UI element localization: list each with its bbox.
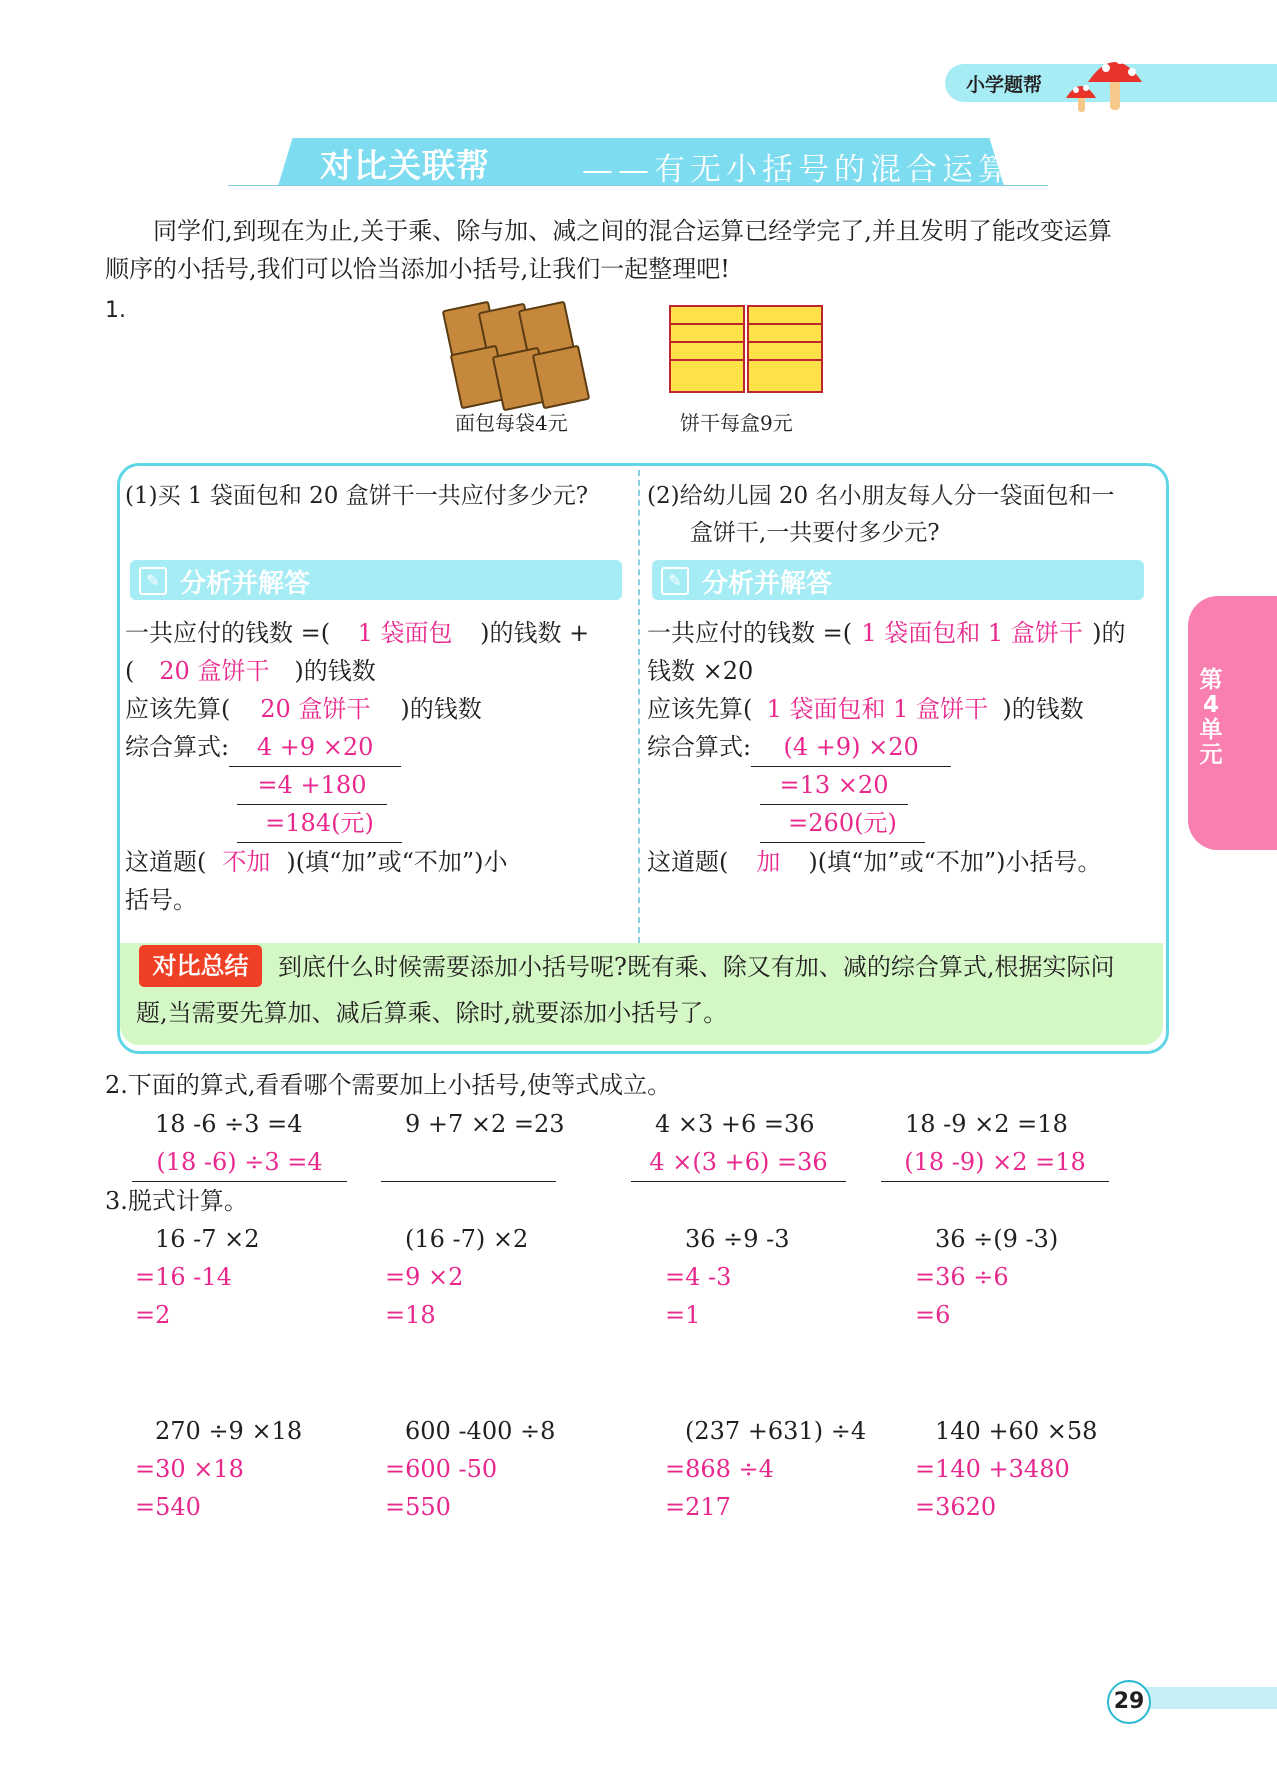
q3-step: =1 — [665, 1301, 701, 1329]
q3-step: =16 -14 — [135, 1263, 232, 1291]
q2-answer[interactable]: 4 ×(3 +6) =36 — [631, 1143, 846, 1182]
q3-step: =4 -3 — [665, 1263, 732, 1291]
left-step-2: =184(元) — [237, 804, 402, 843]
bread-caption: 面包每袋4元 — [455, 411, 568, 435]
q1-left-question: (1)买 1 袋面包和 20 盒饼干一共应付多少元? — [125, 483, 589, 509]
left-line-2: ( 20 盒饼干 )的钱数 — [125, 652, 376, 690]
answer-blank[interactable]: 不加 — [222, 848, 271, 876]
q2-answer[interactable]: (18 -9) ×2 =18 — [881, 1143, 1109, 1182]
q3-expr: 36 ÷9 -3 — [685, 1225, 790, 1253]
page-number: 29 — [1107, 1680, 1151, 1724]
right-line-2: 钱数 ×20 — [647, 657, 754, 685]
q2-expr: 18 -6 ÷3 =4 — [155, 1110, 303, 1138]
title-main: 对比关联帮 — [320, 146, 490, 185]
q3-prompt: 3.脱式计算。 — [105, 1187, 248, 1215]
q2-expr: 4 ×3 +6 =36 — [655, 1110, 815, 1138]
answer-blank[interactable]: 20 盒饼干 — [159, 657, 270, 685]
left-step-1: =4 +180 — [237, 766, 387, 805]
pencil-icon: ✎ — [139, 567, 167, 595]
q3-expr: 36 ÷(9 -3) — [935, 1225, 1059, 1253]
answer-blank[interactable]: (4 +9) ×20 — [751, 728, 951, 767]
q1-right-question-2: 盒饼干,一共要付多少元? — [690, 520, 940, 546]
q3-step: =140 +3480 — [915, 1455, 1070, 1483]
q2-expr: 9 +7 ×2 =23 — [405, 1110, 565, 1138]
brand-label: 小学题帮 — [966, 74, 1043, 96]
answer-blank[interactable]: 20 盒饼干 — [260, 695, 371, 723]
q3-step: =550 — [385, 1493, 451, 1521]
answer-blank[interactable]: 1 袋面包和 1 盒饼干 — [861, 619, 1083, 647]
q3-expr: 600 -400 ÷8 — [405, 1417, 556, 1445]
q3-step: =30 ×18 — [135, 1455, 244, 1483]
answer-blank[interactable]: 加 — [756, 848, 781, 876]
biscuit-image — [665, 305, 825, 405]
q3-step: =36 ÷6 — [915, 1263, 1009, 1291]
q3-step: =3620 — [915, 1493, 997, 1521]
q2-answer[interactable] — [381, 1143, 556, 1182]
summary-tag: 对比总结 — [139, 945, 262, 987]
q1-number: 1. — [105, 298, 126, 323]
q3-step: =6 — [915, 1301, 951, 1329]
intro-line-1: 同学们,到现在为止,关于乘、除与加、减之间的混合运算已经学完了,并且发明了能改变运算 — [153, 217, 1112, 245]
answer-blank[interactable]: 1 袋面包和 1 盒饼干 — [766, 695, 989, 723]
intro-line-2: 顺序的小括号,我们可以恰当添加小括号,让我们一起整理吧! — [105, 255, 730, 283]
q3-step: =2 — [135, 1301, 171, 1329]
bread-image — [445, 305, 595, 405]
box-divider — [638, 470, 640, 943]
q2-expr: 18 -9 ×2 =18 — [905, 1110, 1068, 1138]
right-step-1: =13 ×20 — [760, 766, 908, 805]
q1-right-question-1: (2)给幼儿园 20 名小朋友每人分一袋面包和一 — [647, 483, 1115, 509]
right-line-3: 应该先算( 1 袋面包和 1 盒饼干 )的钱数 — [647, 690, 1084, 728]
right-line-7: 这道题( 加 )(填“加”或“不加”)小括号。 — [647, 843, 1102, 881]
left-line-3: 应该先算( 20 盒饼干 )的钱数 — [125, 690, 482, 728]
q3-expr: 270 ÷9 ×18 — [155, 1417, 303, 1445]
right-step-2: =260(元) — [760, 804, 925, 843]
q3-step: =868 ÷4 — [665, 1455, 774, 1483]
answer-blank[interactable]: 1 袋面包 — [357, 619, 453, 647]
q3-step: =540 — [135, 1493, 201, 1521]
summary-line-2: 题,当需要先算加、减后算乘、除时,就要添加小括号了。 — [136, 999, 728, 1027]
q3-step: =217 — [665, 1493, 731, 1521]
answer-blank[interactable]: 4 +9 ×20 — [229, 728, 401, 767]
left-line-4: 综合算式: 4 +9 ×20 — [125, 728, 401, 767]
q2-prompt: 2.下面的算式,看看哪个需要加上小括号,使等式成立。 — [105, 1071, 672, 1099]
left-line-8: 括号。 — [125, 886, 197, 914]
mushroom-icon — [1058, 46, 1148, 116]
hint-label-right: 分析并解答 — [702, 569, 833, 599]
unit-label: 第4单元 — [1199, 667, 1223, 768]
q3-expr: 140 +60 ×58 — [935, 1417, 1098, 1445]
title-sub: ——有无小括号的混合运算 — [582, 152, 1014, 188]
q3-step: =9 ×2 — [385, 1263, 464, 1291]
summary-line-1: 到底什么时候需要添加小括号呢?既有乘、除又有加、减的综合算式,根据实际问 — [278, 953, 1115, 981]
biscuit-caption: 饼干每盒9元 — [680, 411, 793, 435]
right-line-4: 综合算式: (4 +9) ×20 — [647, 728, 951, 767]
pencil-icon: ✎ — [661, 567, 689, 595]
q2-answer[interactable]: (18 -6) ÷3 =4 — [132, 1143, 347, 1182]
q3-expr: (16 -7) ×2 — [405, 1225, 529, 1253]
hint-label-left: 分析并解答 — [180, 569, 311, 599]
q3-step: =18 — [385, 1301, 436, 1329]
left-line-7: 这道题( 不加 )(填“加”或“不加”)小 — [125, 843, 508, 881]
q3-expr: 16 -7 ×2 — [155, 1225, 260, 1253]
right-line-1: 一共应付的钱数 =( 1 袋面包和 1 盒饼干 )的 — [647, 614, 1125, 652]
left-line-1: 一共应付的钱数 =( 1 袋面包 )的钱数 + — [125, 614, 589, 652]
q3-expr: (237 +631) ÷4 — [685, 1417, 867, 1445]
q3-step: =600 -50 — [385, 1455, 498, 1483]
